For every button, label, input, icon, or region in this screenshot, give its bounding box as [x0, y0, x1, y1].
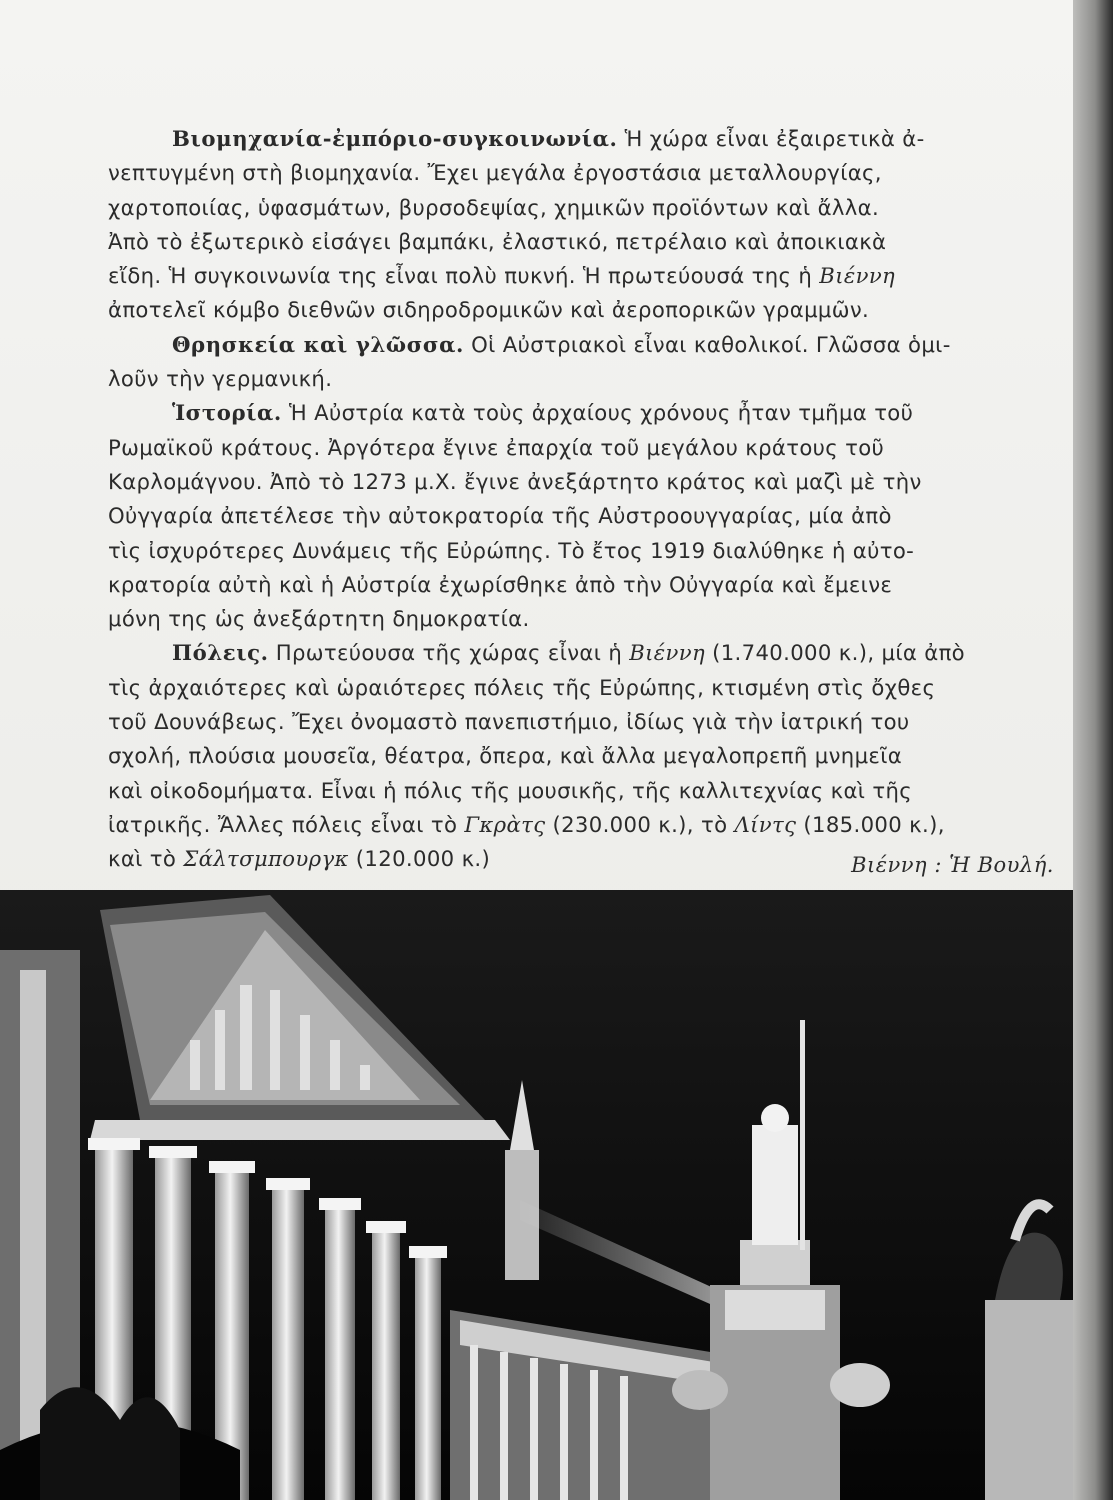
cities-line-7: καὶ τὸ Σάλτσμπουργκ (120.000 κ.) — [108, 846, 491, 872]
parliament-night-photo — [0, 890, 1080, 1500]
history-line-5: τὶς ἰσχυρότερες Δυνάμεις τῆς Εὐρώπης. Τὸ ἔτος 1919 διαλύθηκε ἡ αὐτο- — [108, 537, 915, 563]
text-body — [108, 122, 1013, 877]
industry-line-1: Βιομηχανία-ἐμπόριο-συγκοινωνία. Ἡ χώρα εἶναι ἐξαιρετικὰ ἀ- — [172, 126, 925, 151]
history-heading: Ἱστορία. — [172, 400, 282, 426]
industry-line-5: εἴδη. Ἡ συγκοινωνία της εἶναι πολὺ πυκνή. Ἡ πρωτεύουσά της ἡ Βιέννη — [108, 263, 896, 289]
religion-line-1: Θρησκεία καὶ γλῶσσα. Οἱ Αὐστριακοὶ εἶναι καθολικοί. Γλῶσσα ὁμι- — [172, 331, 951, 357]
industry-heading: Βιομηχανία-ἐμπόριο-συγκοινωνία. — [172, 126, 618, 151]
history-line-6: κρατορία αὐτὴ καὶ ἡ Αὐστρία ἐχωρίσθηκε ἀπὸ τὴν Οὐγγαρία καὶ ἔμεινε — [108, 571, 893, 597]
industry-line-6: ἀποτελεῖ κόμβο διεθνῶν σιδηροδρομικῶν καὶ ἀεροπορικῶν γραμμῶν. — [108, 297, 870, 323]
history-line-1: Ἱστορία. Ἡ Αὐστρία κατὰ τοὺς ἀρχαίους χρόνους ἦταν τμῆμα τοῦ — [172, 400, 914, 426]
book-gutter-shadow — [1073, 0, 1113, 1500]
industry-line-4: Ἀπὸ τὸ ἐξωτερικὸ εἰσάγει βαμπάκι, ἐλαστικό, πετρέλαιο καὶ ἀποικιακὰ — [108, 228, 887, 254]
industry-line-3: χαρτοποιίας, ὑφασμάτων, βυρσοδεψίας, χημικῶν προϊόντων καὶ ἄλλα. — [108, 194, 880, 220]
religion-heading: Θρησκεία καὶ γλῶσσα. — [172, 331, 465, 357]
cities-line-5: καὶ οἰκοδομήματα. Εἶναι ἡ πόλις τῆς μουσικῆς, τῆς καλλιτεχνίας καὶ τῆς — [108, 777, 913, 803]
cities-line-1: Πόλεις. Πρωτεύουσα τῆς χώρας εἶναι ἡ Βιέννη (1.740.000 κ.), μία ἀπὸ — [172, 640, 965, 666]
cities-line-4: σχολή, πλούσια μουσεῖα, θέατρα, ὄπερα, καὶ ἄλλα μεγαλοπρεπῆ μνημεῖα — [108, 743, 903, 769]
industry-line-2: νεπτυγμένη στὴ βιομηχανία. Ἔχει μεγάλα ἐργοστάσια μεταλλουργίας, — [108, 160, 882, 186]
history-line-4: Οὐγγαρία ἀπετέλεσε τὴν αὐτοκρατορία τῆς Αὐστροουγγαρίας, μία ἀπὸ — [108, 503, 892, 529]
cities-line-6: ἰατρικῆς. Ἄλλες πόλεις εἶναι τὸ Γκρὰτς (230.000 κ.), τὸ Λίντς (185.000 κ.), — [108, 811, 945, 837]
photo-caption: Βιέννη : Ἡ Βουλή. — [851, 853, 1054, 877]
cities-line-3: τοῦ Δουνάβεως. Ἔχει ὀνομαστὸ πανεπιστήμιο, ἰδίως γιὰ τὴν ἰατρική του — [108, 709, 910, 735]
cities-heading: Πόλεις. — [172, 640, 269, 666]
history-line-3: Καρλομάγνου. Ἀπὸ τὸ 1273 μ.Χ. ἔγινε ἀνεξάρτητο κράτος καὶ μαζὶ μὲ τὴν — [108, 468, 922, 494]
history-line-2: Ρωμαϊκοῦ κράτους. Ἀργότερα ἔγινε ἐπαρχία τοῦ μεγάλου κράτους τοῦ — [108, 434, 885, 460]
parliament-illustration — [0, 890, 1080, 1500]
history-line-7: μόνη της ὡς ἀνεξάρτητη δημοκρατία. — [108, 606, 530, 632]
religion-line-2: λοῦν τὴν γερμανική. — [108, 366, 333, 392]
cities-line-2: τὶς ἀρχαιότερες καὶ ὡραιότερες πόλεις τῆς Εὐρώπης, κτισμένη στὶς ὄχθες — [108, 674, 936, 700]
